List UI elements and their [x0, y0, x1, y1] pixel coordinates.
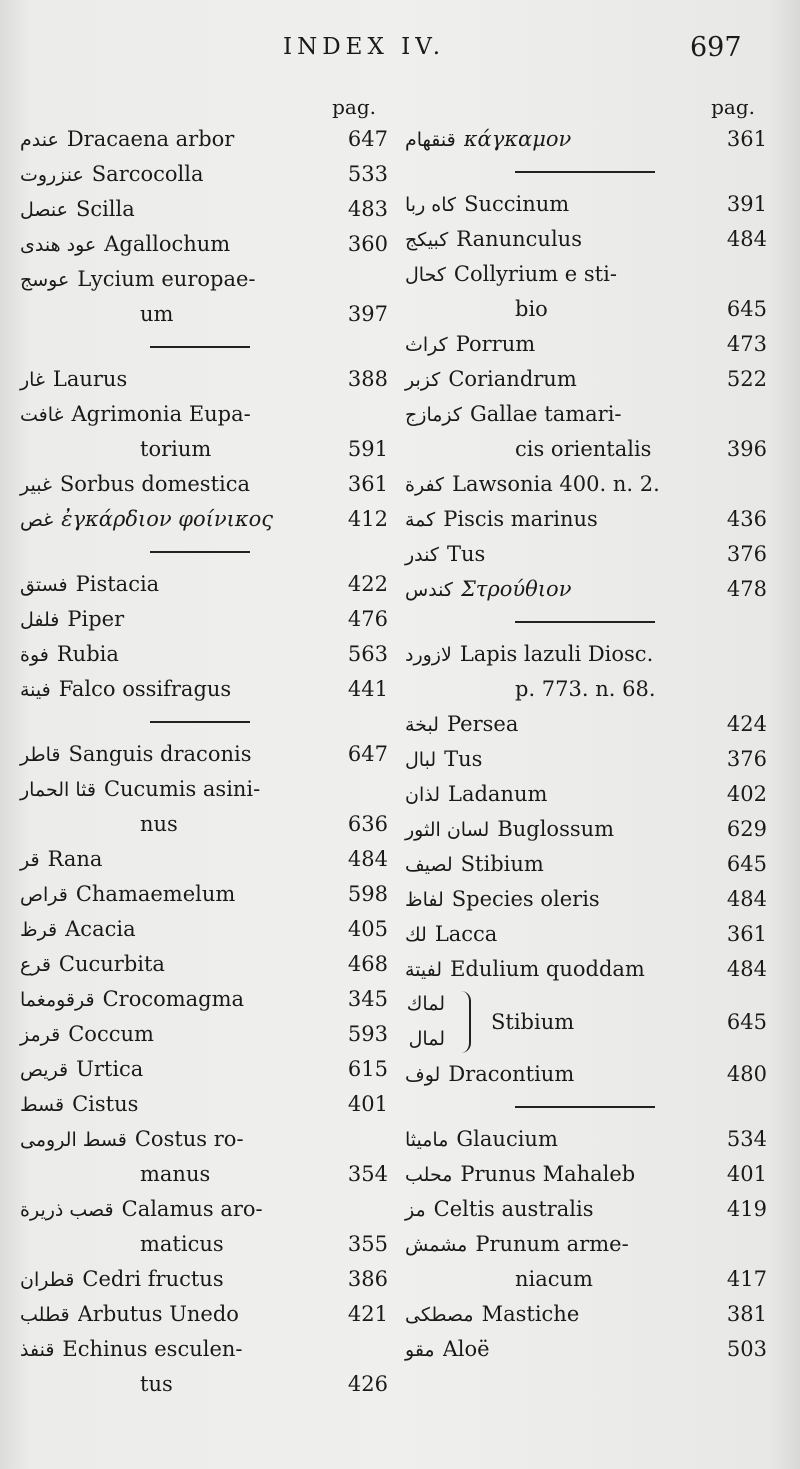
- latin-term: Chamaemelum: [75, 882, 236, 906]
- index-entry: [405, 1227, 767, 1262]
- latin-term: Aloë: [442, 1337, 490, 1361]
- page-reference: 645: [726, 297, 767, 321]
- index-entry: [20, 227, 388, 262]
- arabic-term: لبال: [405, 749, 437, 771]
- index-entry: [20, 1332, 388, 1367]
- index-entry: [405, 987, 767, 1057]
- arabic-term: كراث: [405, 334, 448, 356]
- arabic-term: قرقومغما: [20, 989, 95, 1011]
- page-reference: 484: [726, 887, 767, 911]
- latin-term: Costus ro-: [134, 1127, 244, 1151]
- index-entry: [20, 842, 388, 877]
- arabic-term: لصيف: [405, 854, 453, 876]
- latin-term: Tus: [446, 542, 486, 566]
- latin-term: Crocomagma: [102, 987, 245, 1011]
- index-entry: [405, 812, 767, 847]
- index-entry: [20, 1192, 388, 1227]
- latin-term: Sorbus domestica: [59, 472, 251, 496]
- latin-term: Glaucium: [456, 1127, 558, 1151]
- index-entry-continuation: [405, 432, 767, 467]
- index-entry: [405, 1332, 767, 1367]
- index-entry: [405, 362, 767, 397]
- arabic-term: لازورد: [405, 644, 452, 666]
- arabic-term: قسط الرومى: [20, 1129, 127, 1151]
- page-reference: 645: [726, 852, 767, 876]
- latin-term: Lycium europae-: [77, 267, 256, 291]
- section-divider: [20, 332, 388, 362]
- page-reference: 647: [347, 742, 388, 766]
- arabic-term: لبخة: [405, 714, 439, 736]
- index-entry: [405, 187, 767, 222]
- latin-term: Persea: [446, 712, 519, 736]
- page-reference: 615: [347, 1057, 388, 1081]
- arabic-term: مقو: [405, 1339, 435, 1361]
- latin-term: Stibium: [491, 1009, 575, 1034]
- page-reference: 419: [726, 1197, 767, 1221]
- right-column: [405, 92, 767, 1367]
- latin-term: manus: [140, 1162, 211, 1186]
- latin-term: Sanguis draconis: [68, 742, 252, 766]
- page-reference: 645: [726, 1009, 767, 1034]
- arabic-term: عنزروت: [20, 164, 84, 186]
- page-reference: 355: [347, 1232, 388, 1256]
- page-reference: 436: [726, 507, 767, 531]
- left-column: [20, 92, 388, 1402]
- arabic-term: فستق: [20, 574, 68, 596]
- page-reference: 480: [726, 1062, 767, 1086]
- arabic-term: قنقهام: [405, 129, 456, 151]
- index-entry: [20, 122, 388, 157]
- index-entry: [405, 882, 767, 917]
- latin-term: maticus: [140, 1232, 224, 1256]
- index-entry: [405, 637, 767, 672]
- greek-term: Στρούθιον: [460, 577, 572, 601]
- latin-term: Celtis australis: [433, 1197, 594, 1221]
- latin-term: torium: [140, 437, 212, 461]
- arabic-term: غار: [20, 369, 45, 391]
- latin-term: Piscis marinus: [443, 507, 598, 531]
- section-divider: [405, 1092, 767, 1122]
- index-entry: [405, 1157, 767, 1192]
- latin-term: Ladanum: [448, 782, 548, 806]
- arabic-term: لفيتة: [405, 959, 443, 981]
- section-divider: [20, 707, 388, 737]
- pag-label-left: pag.: [332, 95, 376, 119]
- latin-term: Calamus aro-: [121, 1197, 263, 1221]
- page-reference: 483: [347, 197, 388, 221]
- greek-term: κάγκαμον: [463, 127, 572, 151]
- index-entry-continuation: [20, 807, 388, 842]
- arabic-term: محلب: [405, 1164, 453, 1186]
- latin-term: Collyrium e sti-: [453, 262, 617, 286]
- latin-term: Lapis lazuli Diosc.: [459, 642, 654, 666]
- latin-term: Cucumis asini-: [103, 777, 261, 801]
- index-entry: [20, 1052, 388, 1087]
- arabic-term: كمة: [405, 509, 436, 531]
- index-entry: [405, 537, 767, 572]
- index-entry: [20, 1262, 388, 1297]
- page-reference: 401: [726, 1162, 767, 1186]
- arabic-term: قرع: [20, 954, 51, 976]
- page-reference: 361: [347, 472, 388, 496]
- page-reference: 503: [726, 1337, 767, 1361]
- arabic-term: قر: [20, 849, 40, 871]
- index-entry: [405, 222, 767, 257]
- index-entry: [20, 567, 388, 602]
- latin-term: Coriandrum: [448, 367, 577, 391]
- index-entry: [405, 467, 767, 502]
- running-title: INDEX IV.: [283, 34, 446, 60]
- index-entry: [20, 192, 388, 227]
- latin-term: Porrum: [455, 332, 536, 356]
- index-entry: [20, 397, 388, 432]
- arabic-term: قرمز: [20, 1024, 61, 1046]
- latin-term: Gallae tamari-: [469, 402, 622, 426]
- latin-term: Sarcocolla: [91, 162, 204, 186]
- arabic-term: كحال: [405, 264, 446, 286]
- index-entry: [405, 572, 767, 607]
- arabic-term-group: [405, 987, 445, 1057]
- arabic-term: لسان الثور: [405, 819, 490, 841]
- page-reference: 533: [347, 162, 388, 186]
- latin-term: Cistus: [72, 1092, 139, 1116]
- index-entry: [405, 742, 767, 777]
- page-reference: 381: [726, 1302, 767, 1326]
- index-entry: [405, 257, 767, 292]
- arabic-term: عنصل: [20, 199, 68, 221]
- index-entry: [20, 877, 388, 912]
- index-entry: [20, 637, 388, 672]
- latin-term: Scilla: [75, 197, 135, 221]
- section-divider: [405, 607, 767, 637]
- index-entry-continuation: [405, 672, 767, 707]
- latin-term: Arbutus Unedo: [77, 1302, 239, 1326]
- arabic-term: عوسج: [20, 269, 70, 291]
- arabic-term: كندس: [405, 579, 453, 601]
- latin-term: Prunum arme-: [475, 1232, 629, 1256]
- page-reference: 426: [347, 1372, 388, 1396]
- latin-term: Lacca: [434, 922, 498, 946]
- latin-term: Coccum: [68, 1022, 154, 1046]
- index-entry-continuation: [405, 292, 767, 327]
- index-entry: [20, 1122, 388, 1157]
- page-reference: 422: [347, 572, 388, 596]
- latin-term: Rubia: [56, 642, 119, 666]
- page-reference: 345: [347, 987, 388, 1011]
- arabic-term: كبيكج: [405, 229, 449, 251]
- latin-term: Lawsonia 400. n. 2.: [452, 472, 660, 496]
- page-reference: 386: [347, 1267, 388, 1291]
- index-entry: [20, 362, 388, 397]
- page-reference: 360: [347, 232, 388, 256]
- latin-term: Pistacia: [75, 572, 160, 596]
- index-entry-continuation: [20, 1157, 388, 1192]
- page-reference: 354: [347, 1162, 388, 1186]
- index-entry: [20, 672, 388, 707]
- index-entry: [405, 502, 767, 537]
- arabic-term: مز: [405, 1199, 426, 1221]
- index-entry: [405, 847, 767, 882]
- latin-term: um: [140, 302, 174, 326]
- page-number: 697: [690, 32, 742, 63]
- arabic-term: لوف: [405, 1064, 441, 1086]
- latin-term: Dracaena arbor: [66, 127, 235, 151]
- latin-term: Ranunculus: [456, 227, 582, 251]
- arabic-term: لذان: [405, 784, 440, 806]
- latin-term: Stibium: [460, 852, 544, 876]
- latin-term: nus: [140, 812, 178, 836]
- arabic-term: غبير: [20, 474, 52, 496]
- arabic-term: لمال: [408, 1028, 445, 1050]
- index-entry-continuation: [20, 432, 388, 467]
- latin-term: bio: [515, 297, 548, 321]
- latin-term: Mastiche: [481, 1302, 580, 1326]
- page-reference: 563: [347, 642, 388, 666]
- arabic-term: غافت: [20, 404, 64, 426]
- index-entry: [405, 1192, 767, 1227]
- arabic-term: قثا الحمار: [20, 779, 96, 801]
- arabic-term: قسط: [20, 1094, 65, 1116]
- index-entry: [405, 327, 767, 362]
- arabic-term: قطلب: [20, 1304, 70, 1326]
- index-entry-continuation: [20, 1227, 388, 1262]
- index-entry: [405, 1057, 767, 1092]
- index-entry-continuation: [405, 1262, 767, 1297]
- latin-term: Tus: [444, 747, 483, 771]
- index-entry: [20, 737, 388, 772]
- page-reference: 361: [726, 127, 767, 151]
- index-entry: [405, 707, 767, 742]
- arabic-term: عندم: [20, 129, 59, 151]
- arabic-term: قنفذ: [20, 1339, 55, 1361]
- page-reference: 476: [347, 607, 388, 631]
- arabic-term: كفرة: [405, 474, 445, 496]
- page-reference: 647: [347, 127, 388, 151]
- arabic-term: قراص: [20, 884, 68, 906]
- latin-term: Laurus: [52, 367, 128, 391]
- page-reference: 468: [347, 952, 388, 976]
- arabic-term: ماميثا: [405, 1129, 449, 1151]
- arabic-term: قريص: [20, 1059, 69, 1081]
- arabic-term: فينة: [20, 679, 51, 701]
- page-reference: 376: [726, 542, 767, 566]
- index-entry: [20, 262, 388, 297]
- latin-term: p. 773. n. 68.: [515, 677, 656, 701]
- latin-term: Cedri fructus: [82, 1267, 224, 1291]
- latin-term: Echinus esculen-: [62, 1337, 243, 1361]
- page-reference: 391: [726, 192, 767, 216]
- arabic-term: كزبر: [405, 369, 441, 391]
- arabic-term: كندر: [405, 544, 439, 566]
- index-entry: [20, 1297, 388, 1332]
- index-entry: [20, 157, 388, 192]
- index-entry: [405, 1122, 767, 1157]
- latin-term: Cucurbita: [58, 952, 165, 976]
- latin-term: Edulium quoddam: [450, 957, 645, 981]
- page-reference: 402: [726, 782, 767, 806]
- page-reference: 636: [347, 812, 388, 836]
- arabic-term: مشمش: [405, 1234, 468, 1256]
- page-reference: 484: [347, 847, 388, 871]
- section-divider: [20, 537, 388, 567]
- arabic-term: قرظ: [20, 919, 58, 941]
- index-entry: [405, 397, 767, 432]
- latin-term: Buglossum: [497, 817, 615, 841]
- page-reference: 424: [726, 712, 767, 736]
- latin-term: niacum: [515, 1267, 593, 1291]
- index-entry: [405, 777, 767, 812]
- index-entry: [20, 982, 388, 1017]
- index-entry: [405, 1297, 767, 1332]
- latin-term: Agrimonia Eupa-: [71, 402, 251, 426]
- arabic-term: قطران: [20, 1269, 75, 1291]
- page-reference: 421: [347, 1302, 388, 1326]
- index-entry-continuation: [20, 1367, 388, 1402]
- page-reference: 593: [347, 1022, 388, 1046]
- greek-term: ἐγκάρδιον φοίνικος: [61, 507, 274, 531]
- index-entry: [20, 1017, 388, 1052]
- index-entry: [20, 912, 388, 947]
- index-entry-continuation: [20, 297, 388, 332]
- latin-term: Piper: [67, 607, 125, 631]
- page-reference: 412: [347, 507, 388, 531]
- page-reference: 441: [347, 677, 388, 701]
- index-entry: [20, 947, 388, 982]
- page-reference: 591: [347, 437, 388, 461]
- page-reference: 484: [726, 957, 767, 981]
- index-entry: [405, 952, 767, 987]
- page-reference: 534: [726, 1127, 767, 1151]
- latin-term: tus: [140, 1372, 173, 1396]
- arabic-term: فوة: [20, 644, 49, 666]
- page-reference: 401: [347, 1092, 388, 1116]
- page-reference: 522: [726, 367, 767, 391]
- index-entry: [20, 502, 388, 537]
- page-reference: 417: [726, 1267, 767, 1291]
- latin-term: Acacia: [65, 917, 136, 941]
- latin-term: Dracontium: [448, 1062, 575, 1086]
- latin-term: Succinum: [464, 192, 570, 216]
- page-reference: 478: [726, 577, 767, 601]
- arabic-term: عود هندى: [20, 234, 97, 256]
- page-reference: 376: [726, 747, 767, 771]
- arabic-term: لماك: [406, 993, 445, 1015]
- page-reference: 598: [347, 882, 388, 906]
- page-reference: 397: [347, 302, 388, 326]
- brace-mark: [455, 991, 471, 1053]
- index-entry: [405, 122, 767, 157]
- page-reference: 473: [726, 332, 767, 356]
- arabic-term: قصب ذريرة: [20, 1199, 114, 1221]
- section-divider: [405, 157, 767, 187]
- arabic-term: لك: [405, 924, 427, 946]
- arabic-term: كاه ربا: [405, 194, 457, 216]
- latin-term: Urtica: [76, 1057, 144, 1081]
- index-entry: [20, 772, 388, 807]
- pag-label-right: pag.: [711, 95, 755, 119]
- arabic-term: كزمازج: [405, 404, 462, 426]
- arabic-term: لفاظ: [405, 889, 444, 911]
- arabic-term: قاطر: [20, 744, 61, 766]
- page-reference: 484: [726, 227, 767, 251]
- latin-term: Falco ossifragus: [58, 677, 232, 701]
- page-reference: 629: [726, 817, 767, 841]
- latin-term: cis orientalis: [515, 437, 652, 461]
- page-reference: 396: [726, 437, 767, 461]
- page-reference: 361: [726, 922, 767, 946]
- page-header: [0, 34, 800, 74]
- index-entry: [20, 602, 388, 637]
- index-entry: [20, 467, 388, 502]
- page-reference: 388: [347, 367, 388, 391]
- index-entry: [20, 1087, 388, 1122]
- arabic-term: غص: [20, 509, 54, 531]
- index-entry: [405, 917, 767, 952]
- latin-term: Agallochum: [104, 232, 231, 256]
- arabic-term: مصطكى: [405, 1304, 474, 1326]
- latin-term: Species oleris: [451, 887, 600, 911]
- latin-term: Prunus Mahaleb: [460, 1162, 636, 1186]
- arabic-term: فلفل: [20, 609, 60, 631]
- page-reference: 405: [347, 917, 388, 941]
- latin-term: Rana: [47, 847, 103, 871]
